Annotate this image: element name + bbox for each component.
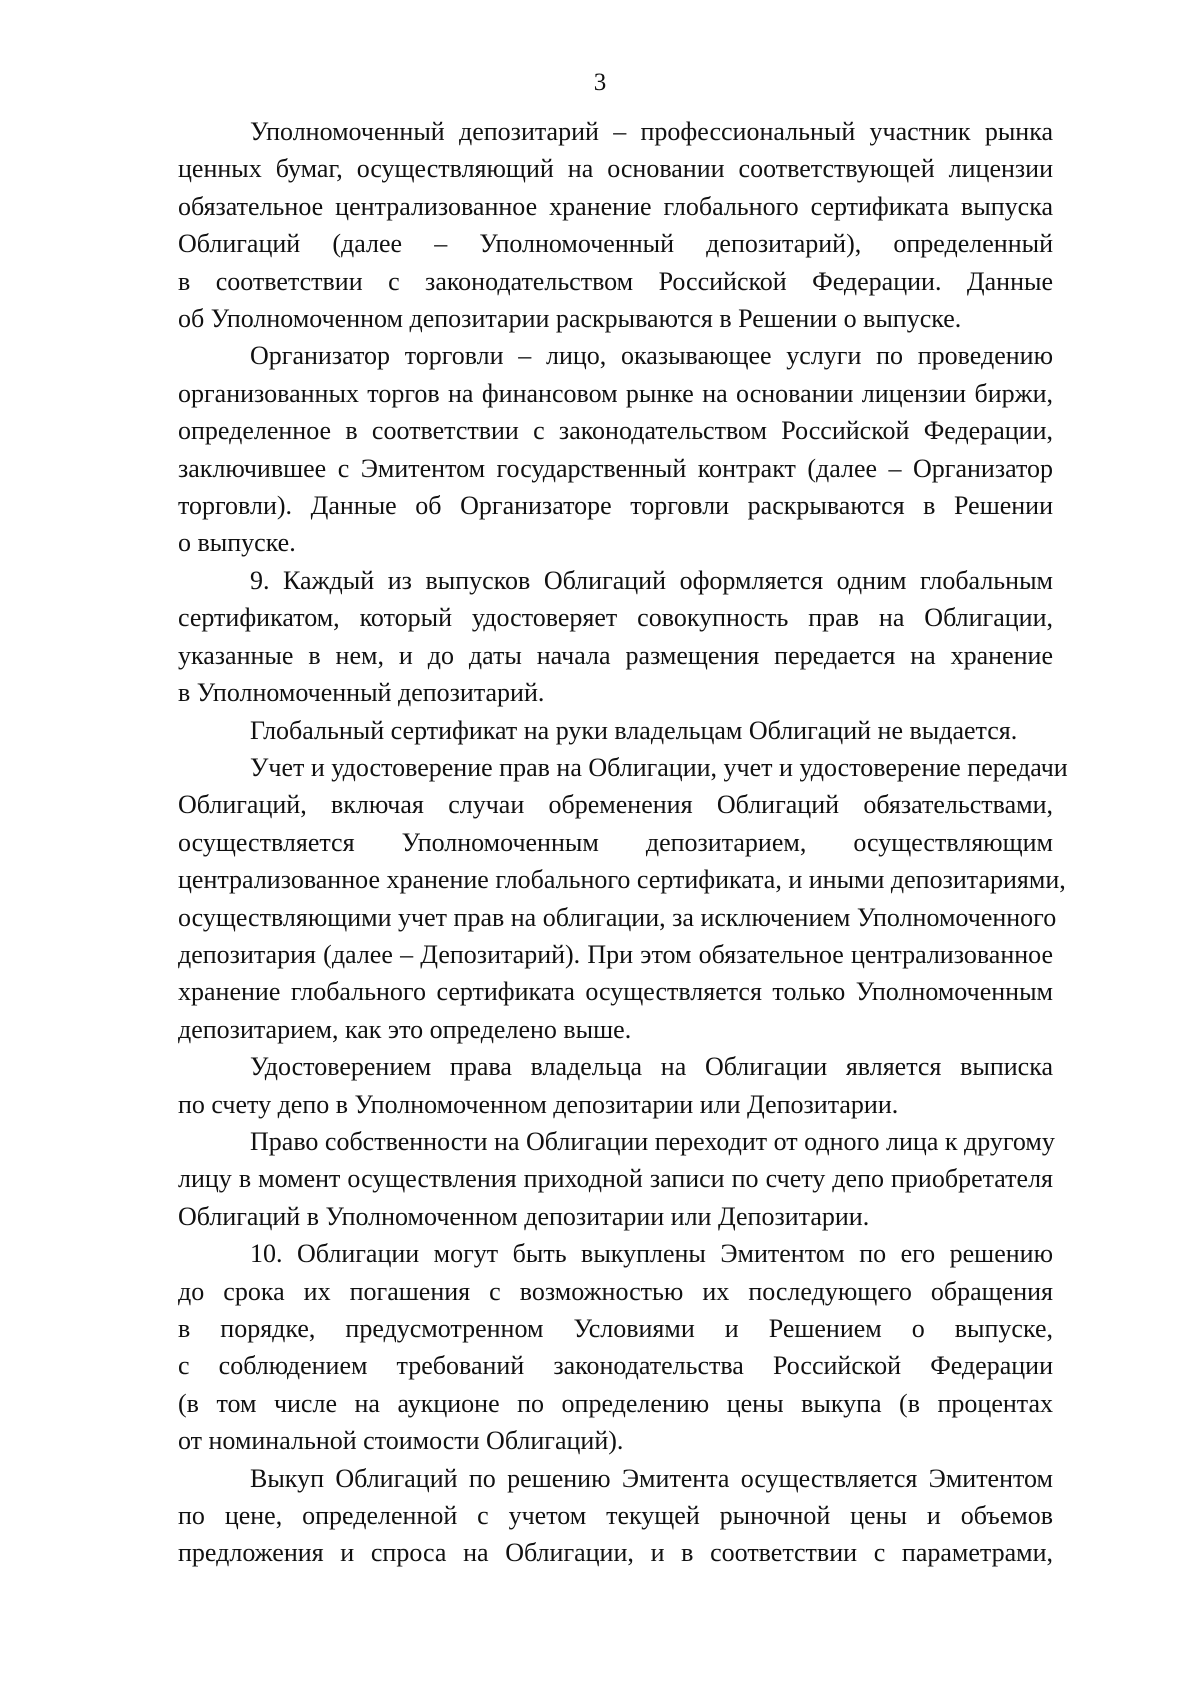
text-line: обязательное централизованное хранение глобального сертификата выпуска — [178, 191, 1053, 221]
text-line: определенное в соответствии с законодательством Российской Федерации, — [178, 416, 1053, 446]
text-line: Облигаций (далее – Уполномоченный депозитарий), определенный — [178, 229, 1053, 259]
text-line: в Уполномоченный депозитарий. — [178, 678, 545, 708]
text-line: Уполномоченный депозитарий – профессиональный участник рынка — [250, 117, 1053, 146]
page-number: 3 — [593, 69, 607, 96]
text-line: заключившее с Эмитентом государственный контракт (далее – Организатор — [178, 453, 1053, 483]
text-line: с соблюдением требований законодательства Российской Федерации — [178, 1351, 1053, 1381]
text-line: до срока их погашения с возможностью их последующего обращения — [178, 1276, 1053, 1306]
text-line: Облигаций, включая случаи обременения Облигаций обязательствами, — [178, 790, 1053, 820]
document-body — [178, 113, 1068, 1572]
text-line: депозитарием, как это определено выше. — [178, 1014, 632, 1044]
text-line: депозитария (далее – Депозитарий). При этом обязательное централизованное — [178, 939, 1053, 969]
text-line: ценных бумаг, осуществляющий на основании соответствующей лицензии — [178, 154, 1053, 184]
text-line: осуществляется Уполномоченным депозитарием, осуществляющим — [178, 827, 1053, 857]
paragraph-authorized-depositary — [178, 113, 1053, 337]
text-line: указанные в нем, и до даты начала размещения передается на хранение — [178, 640, 1053, 670]
paragraph-global-certificate — [178, 712, 1053, 749]
text-line: Глобальный сертификат на руки владельцам Облигаций не выдается. — [250, 715, 1018, 745]
paragraph-ownership-transfer — [178, 1123, 1053, 1235]
text-line: лицу в момент осуществления приходной записи по счету депо приобретателя — [178, 1164, 1053, 1194]
text-line: в порядке, предусмотренном Условиями и Решением о выпуске, — [178, 1314, 1053, 1343]
text-line: Облигаций в Уполномоченном депозитарии или Депозитарии. — [178, 1201, 870, 1231]
text-line: о выпуске. — [178, 528, 296, 558]
text-line: (в том числе на аукционе по определению цены выкупа (в процентах — [178, 1388, 1053, 1418]
text-line: торговли). Данные об Организаторе торговли раскрываются в Решении — [178, 491, 1053, 521]
text-line: 10. Облигации могут быть выкуплены Эмитентом по его решению — [250, 1239, 1053, 1269]
text-line: осуществляющими учет прав на облигации, за исключением Уполномоченного — [178, 902, 1057, 932]
paragraph-item-9 — [178, 562, 1053, 712]
text-line: от номинальной стоимости Облигаций). — [178, 1426, 624, 1456]
paragraph-buyback — [178, 1460, 1053, 1572]
text-line: Удостоверением права владельца на Облигации является выписка — [250, 1052, 1053, 1082]
text-line: по счету депо в Уполномоченном депозитарии или Депозитарии. — [178, 1089, 899, 1119]
text-line: Право собственности на Облигации переходит от одного лица к другому — [250, 1126, 1055, 1156]
text-line: Учет и удостоверение прав на Облигации, учет и удостоверение передачи — [250, 752, 1068, 782]
text-line: организованных торгов на финансовом рынке на основании лицензии биржи, — [178, 378, 1053, 408]
text-line: централизованное хранение глобального сертификата, и иными депозитариями, — [178, 865, 1066, 895]
text-line: хранение глобального сертификата осуществляется только Уполномоченным — [178, 977, 1053, 1007]
text-line: Выкуп Облигаций по решению Эмитента осуществляется Эмитентом — [250, 1463, 1053, 1493]
paragraph-item-10 — [178, 1235, 1053, 1459]
text-line: об Уполномоченном депозитарии раскрываются в Решении о выпуске. — [178, 304, 962, 334]
text-line: предложения и спроса на Облигации, и в соответствии с параметрами, — [178, 1538, 1053, 1568]
text-line: Организатор торговли – лицо, оказывающее услуги по проведению — [250, 341, 1053, 371]
paragraph-ownership-proof — [178, 1048, 1053, 1123]
text-line: 9. Каждый из выпусков Облигаций оформляется одним глобальным — [250, 565, 1053, 595]
text-line: сертификатом, который удостоверяет совокупность прав на Облигации, — [178, 603, 1053, 633]
text-line: в соответствии с законодательством Российской Федерации. Данные — [178, 266, 1053, 296]
paragraph-rights-accounting — [178, 749, 1068, 1048]
paragraph-trade-organizer — [178, 337, 1053, 561]
text-line: по цене, определенной с учетом текущей рыночной цены и объемов — [178, 1501, 1053, 1531]
